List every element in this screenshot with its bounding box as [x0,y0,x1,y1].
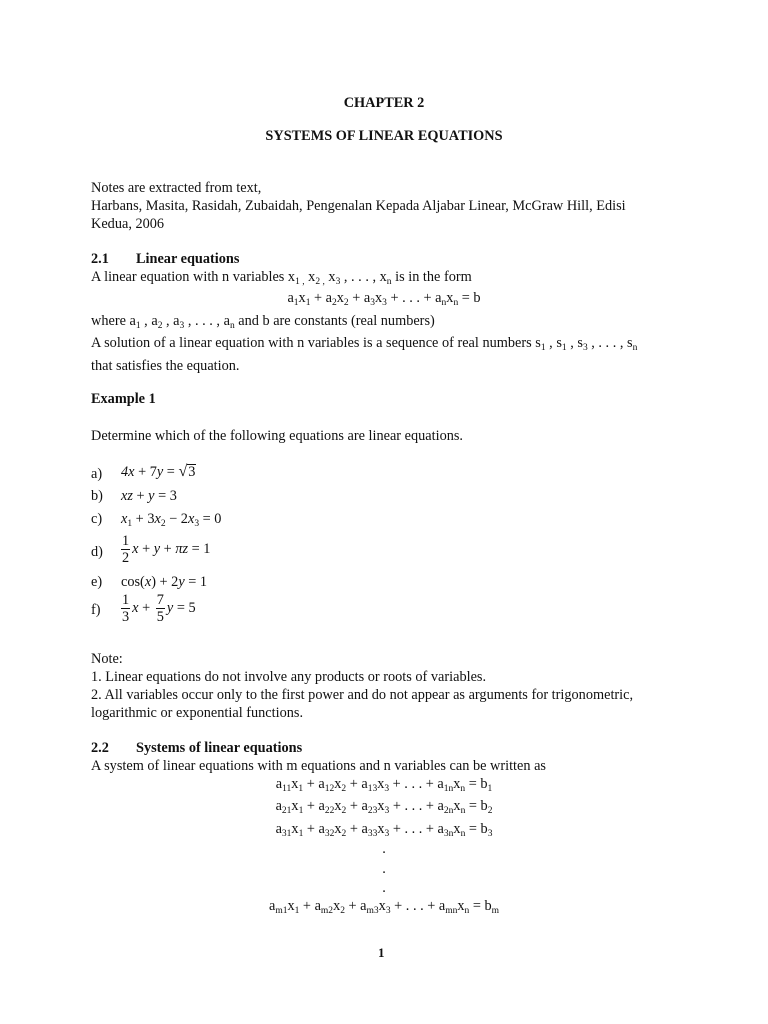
solution-line: A solution of a linear equation with n variables is a sequence of real numbers $s_1$ , $s_1$ , $s_3$ , . . . , $s_n$ [91,335,638,353]
solution-line-tail: that satisfies the equation. [91,358,240,374]
note-line-3: logarithmic or exponential functions. [91,705,304,721]
equation-label-c: c) [91,511,103,527]
system-row-2: $a_{21}x_1 + a_{22}x_2 + a_{23}x_3$ + . . . + $a_{2n}x_n = b_2$ [275,798,493,816]
example-prompt: Determine which of the following equations are linear equations. [91,428,463,444]
system-ellipsis-3: . [382,880,386,896]
system-row-1: $a_{11}x_1 + a_{12}x_2 + a_{13}x_3$ + . . . + $a_{1n}x_n = b_1$ [275,776,493,794]
linear-eq-intro: A linear equation with n variables $x_{1 ,}$ $x_{2 ,}$ $x_3$ , . . . , $x_n$ is in the form [91,269,472,287]
equation-a: 4x + 7y = √3 [121,463,196,480]
equation-d: $\frac{1}{2}$ x + y + πz = 1 [122,533,211,566]
section-number: 2.1 [91,251,109,267]
system-ellipsis-2: . [382,861,386,877]
notes-line-3: Kedua, 2006 [91,216,165,232]
section-title: Systems of linear equations [136,740,303,756]
linear-equation-form: $a_1x_1 + a_2x_2 + a_3x_3$ + . . . + $a_nx_n = b$ [287,290,481,308]
page-number: 1 [378,945,385,960]
equation-f: $\frac{1}{3}$ x + $\frac{7}{5}$ y = 5 [122,592,196,625]
equation-label-e: e) [91,574,103,590]
example-heading: Example 1 [91,391,156,407]
equation-label-d: d) [91,544,103,560]
note-line-2: 2. All variables occur only to the first power and do not appear as arguments for trigonometric, [91,687,634,703]
system-row-m: $a_{m1}x_1 + a_{m2}x_2 + a_{m3}x_3$ + . . . + $a_{mn}x_n = b_m$ [268,898,500,916]
system-row-3: $a_{31}x_1 + a_{32}x_2 + a_{33}x_3$ + . . . + $a_{3n}x_n = b_3$ [275,821,493,839]
constants-line: where $a_1$ , $a_2$ , $a_3$ , . . . , $a_n$ and b are constants (real numbers) [91,313,435,331]
note-heading: Note: [91,651,123,667]
section-number: 2.2 [91,740,109,756]
notes-line-1: Notes are extracted from text, [91,180,262,196]
equation-e: cos(x) + 2y = 1 [121,574,208,590]
section-heading-2-2 [91,739,302,757]
equation-label-f: f) [91,602,101,618]
system-ellipsis-1: . [382,841,386,857]
section-heading-2-1 [91,250,239,268]
equation-label-b: b) [91,488,103,504]
equation-c: $x_1 + 3x_2 - 2x_3 = 0$ [121,511,222,529]
equation-b: xz + y = 3 [121,488,177,504]
notes-line-2: Harbans, Masita, Rasidah, Zubaidah, Pengenalan Kepada Aljabar Linear, McGraw Hill, Edisi [91,198,626,214]
section-title: Linear equations [136,251,240,267]
page-title: SYSTEMS OF LINEAR EQUATIONS [265,128,503,144]
chapter-label: CHAPTER 2 [343,95,425,111]
note-line-1: 1. Linear equations do not involve any products or roots of variables. [91,669,487,685]
equation-label-a: a) [91,466,103,482]
system-intro: A system of linear equations with m equations and n variables can be written as [91,758,547,774]
